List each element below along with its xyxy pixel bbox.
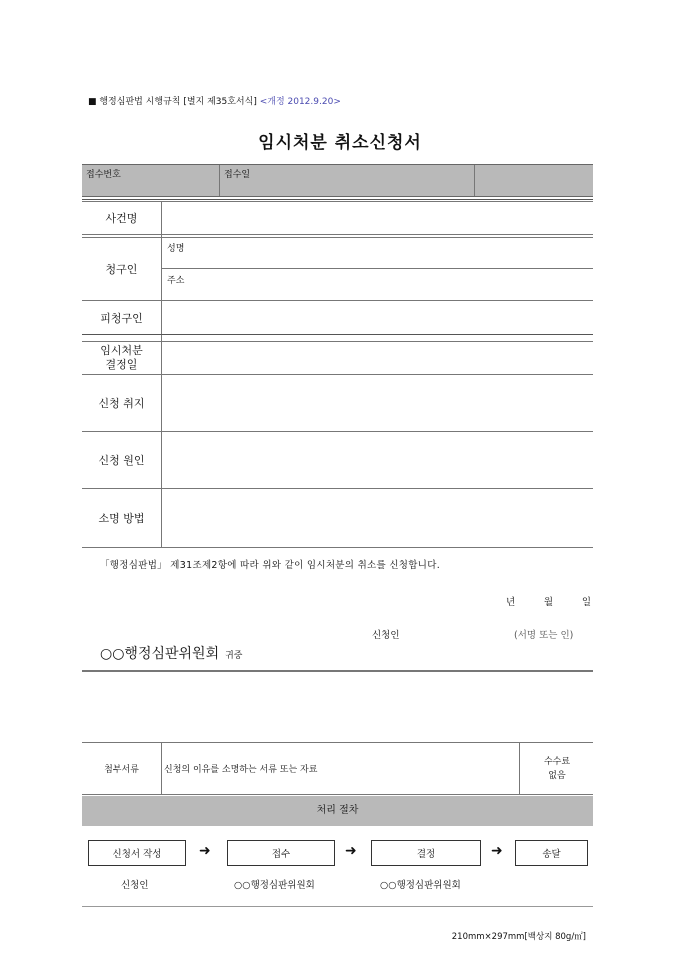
year-label: 년 [506,597,516,608]
date-line [506,594,591,608]
decision-date-label: 임시처분 결정일 [100,344,143,371]
actor-applicant: 신청인 [121,880,149,891]
row-divider [82,234,593,235]
committee-suffix: 귀중 [225,651,243,661]
arrow-icon: ➜ [345,843,357,859]
declaration-text: 「행정심판법」 제31조제2항에 따라 위와 같이 임시처분의 취소를 신청합니다. [100,560,441,571]
page-title: 임시처분 취소신청서 [258,133,422,153]
attachments-content: 신청의 이유를 소명하는 서류 또는 자료 [164,765,318,775]
fee-label: 수수료 [543,756,571,767]
actor-committee-decision: ○○행정심판위원회 [380,880,461,891]
claimant-address-label: 주소 [167,276,185,286]
step-application: 신청서 작성 [88,840,186,866]
receipt-row [82,164,593,197]
fee-value: 없음 [548,770,566,781]
claimant-label: 청구인 [105,263,138,276]
attachments-row [82,742,593,795]
claimant-name-label: 성명 [167,244,185,254]
arrow-icon: ➜ [491,843,503,859]
receipt-number-label: 접수번호 [82,165,220,196]
receipt-blank-cell [475,165,593,196]
day-label: 일 [581,597,591,608]
month-label: 월 [543,597,554,608]
respondent-field[interactable] [162,301,593,334]
respondent-label: 피청구인 [100,311,143,325]
decision-date-field[interactable] [162,342,593,374]
form-ref-text: ■ 행정심판법 시행규칙 [별지 제35호서식] [88,97,257,107]
receipt-date-label: 접수일 [220,165,475,196]
proof-label: 소명 방법 [98,512,145,525]
step-receipt: 접수 [227,840,335,866]
purpose-field[interactable] [162,375,593,431]
arrow-icon: ➜ [199,843,211,859]
form-reference [88,94,341,107]
proof-field[interactable] [162,489,593,547]
revision-note: <개정 2012.9.20> [259,97,341,107]
claimant-address-field[interactable] [200,269,593,299]
row-divider [82,547,593,548]
applicant-label: 신청인 [372,630,400,641]
cause-field[interactable] [162,432,593,488]
table-top-rule [82,199,593,200]
committee-name: ○○행정심판위원회 [100,646,220,662]
paper-spec: 210mm×297mm[백상지 80g/㎡] [451,932,586,942]
step-decision: 결정 [371,840,481,866]
case-name-field[interactable] [162,202,593,234]
purpose-label: 신청 취지 [98,397,145,410]
fee-cell [519,743,594,794]
step-delivery: 송달 [515,840,588,866]
bottom-rule [82,906,593,907]
signature-label: (서명 또는 인) [514,630,574,641]
section-rule [82,670,593,672]
procedure-title: 처리 절차 [82,796,593,826]
row-divider [82,334,593,335]
case-name-label: 사건명 [105,212,138,225]
cause-label: 신청 원인 [98,454,145,467]
committee-addressee [100,643,243,663]
claimant-name-field[interactable] [200,238,593,268]
attachments-label: 첨부서류 [82,743,162,794]
actor-committee-receipt: ○○행정심판위원회 [234,880,315,891]
